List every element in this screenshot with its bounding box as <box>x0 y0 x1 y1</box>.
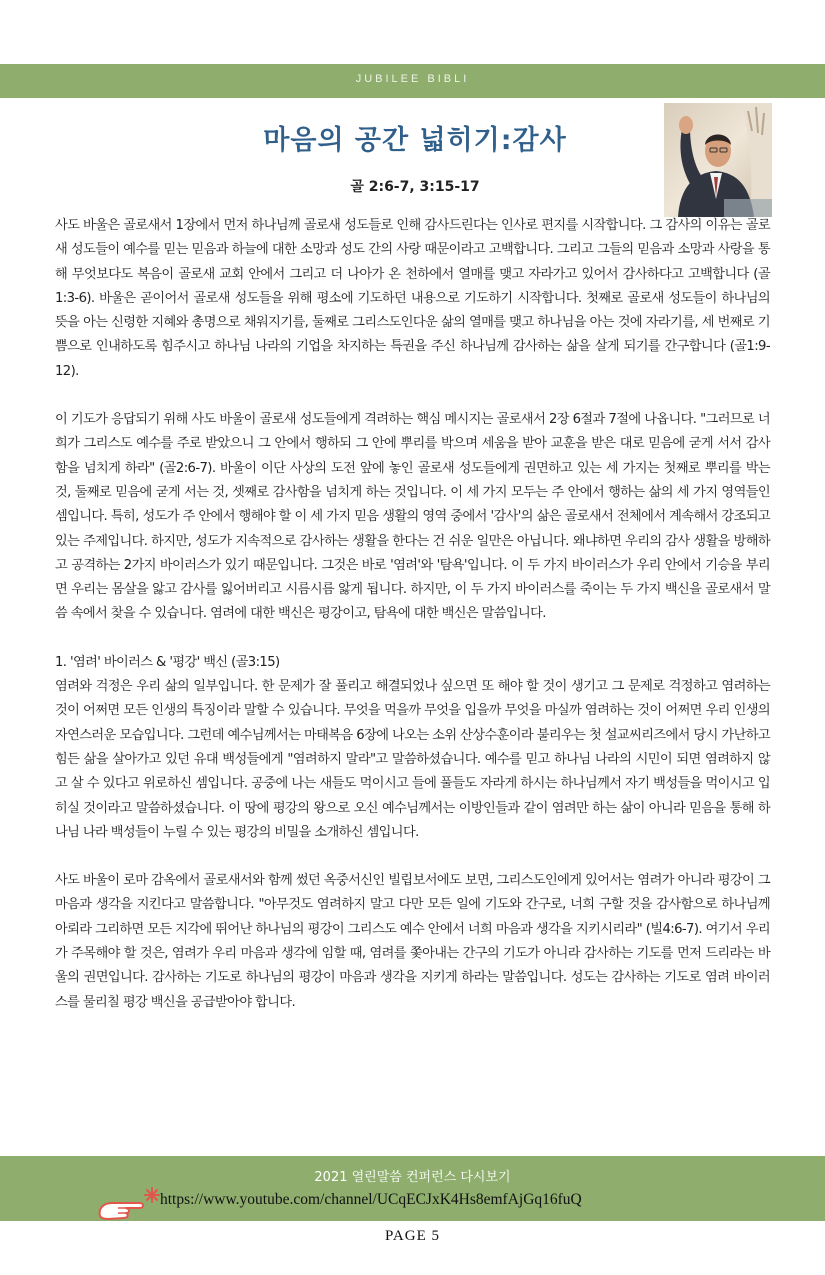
paragraph-worry: 염려와 걱정은 우리 삶의 일부입니다. 한 문제가 잘 풀리고 해결되었나 싶으면 또 해야 할 것이 생기고 그 문제로 걱정하고 염려하는 것이 어쩌면 모든 인생의 특징이라 말할 수 있습니다. 무엇을 먹을까 무엇을 입을까 무엇을 마실까 염려하는 것이 어쩌면 우리 인생의 자연스러운 모습입니다. 그런데 예수님께서는 마태복음 6장에 나오는 소위 산상수훈이라 불리우는 첫 설교씨리즈에서 당시 가난하고 힘든 삶을 살아가고 있던 유대 백성들에게 "염려하지 말라"고 말씀하셨습니다. 예수를 믿고 하나님 나라의 시민이 되면 염려하지 않고 살 수 있다고 위로하신 셈입니다. 공중에 나는 새들도 먹이시고 들에 풀들도 자라게 하시는 하나님께서 자기 백성들을 먹이시고 입히실 것이라고 말씀하셨습니다. 이 땅에 평강의 왕으로 오신 예수님께서는 이방인들과 같이 염려만 하는 삶이 아니라 믿음을 통해 하나님 나라 백성들이 누릴 수 있는 평강의 비밀을 소개하신 셈입니다. <box>55 679 770 840</box>
footer-title: 2021 열린말씀 컨퍼런스 다시보기 <box>314 1170 511 1185</box>
paragraph-peace: 사도 바울이 로마 감옥에서 골로새서와 함께 썼던 옥중서신인 빌립보서에도 보면, 그리스도인에게 있어서는 염려가 아니라 평강이 그 마음과 생각을 지킨다고 말씀합니다. "아무것도 염려하지 말고 다만 모든 일에 기도와 간구로, 너희 구할 것을 감사함으로 하나님께 아뢰라 그리하면 모든 지각에 뛰어난 하나님의 평강이 그리스도 예수 안에서 너희 마음과 생각을 지키시리라" (빌4:6-7). 여기서 우리가 주목해야 할 것은, 염려가 우리 마음과 생각에 임할 때, 염려를 쫓아내는 간구의 기도가 아니라 감사하는 기도를 먼저 드리라는 바울의 권면입니다. 감사하는 기도로 하나님의 평강이 마음과 생각을 지키게 하라는 말씀입니다. 성도는 감사하는 기도로 염려 바이러스를 물리칠 평강 백신을 공급받아야 합니다. <box>55 873 770 1010</box>
speaker-photo <box>664 103 772 217</box>
header-band <box>0 64 825 98</box>
page-number: PAGE 5 <box>384 1228 441 1244</box>
section-heading: 1. '염려' 바이러스 & '평강' 백신 (골3:15) <box>55 654 280 670</box>
sparkle-icon <box>145 1188 159 1202</box>
paragraph-intro: 사도 바울은 골로새서 1장에서 먼저 하나님께 골로새 성도들로 인해 감사드린다는 인사로 편지를 시작합니다. 그 감사의 이유는 골로새 성도들이 예수를 믿는 믿음과 하늘에 대한 소망과 성도 간의 사랑 때문이라고 고백합니다. 그리고 그들의 믿음과 소망과 사랑을 통해 무엇보다도 복음이 골로새 교회 안에서 그리고 더 나아가 온 천하에서 열매를 맺고 자라가고 있어서 감사하다고 고백합니다 (골1:3-6). 바울은 곧이어서 골로새 성도들을 위해 평소에 기도하던 내용으로 기도하기 시작합니다. 첫째로 골로새 성도들이 하나님의 뜻을 아는 신령한 지혜와 총명으로 채워지기를, 둘째로 그리스도인다운 삶의 열매를 맺고 하나님을 아는 것에 자라기를, 세 번째로 기쁨으로 인내하도록 힘주시고 하나님 나라의 기업을 차지하는 특권을 주신 하나님께 감사하는 삶을 살게 되기를 간구합니다 (골1:9-12). <box>55 218 770 379</box>
page-title: 마음의 공간 넓히기:감사 <box>263 125 567 156</box>
scripture-reference: 골 2:6-7, 3:15-17 <box>350 179 480 195</box>
article-body <box>55 214 770 1039</box>
pointing-hand-icon <box>96 1186 162 1222</box>
paragraph-key-message: 이 기도가 응답되기 위해 사도 바울이 골로새 성도들에게 격려하는 핵심 메시지는 골로새서 2장 6절과 7절에 나옵니다. "그러므로 너희가 그리스도 예수를 주로 받았으니 그 안에서 행하되 그 안에 뿌리를 박으며 세움을 받아 교훈을 받은 대로 믿음에 굳게 서서 감사함을 넘치게 하라" (골2:6-7). 바울이 이단 사상의 도전 앞에 놓인 골로새 성도들에게 권면하고 있는 세 가지는 첫째로 뿌리를 박는 것, 둘째로 믿음에 굳게 서는 것, 셋째로 감사함을 넘치게 하는 것입니다. 이 세 가지 모두는 주 안에서 행하는 삶의 세 가지 영역들인 셈입니다. 특히, 성도가 주 안에서 행해야 할 이 세 가지 믿음 생활의 영역 중에서 '감사'의 삶은 골로새서 전체에서 계속해서 강조되고 있는 주제입니다. 하지만, 성도가 지속적으로 감사하는 생활을 한다는 건 쉬운 일만은 아닙니다. 왜냐하면 우리의 감사 생활을 방해하고 공격하는 2가지 바이러스가 있기 때문입니다. 그것은 바로 '염려'와 '탐욕'입니다. 이 두 가지 바이러스가 우리 안에서 기승을 부리면 우리는 몸살을 앓고 감사를 잃어버리고 시름시름 앓게 됩니다. 하지만, 이 두 가지 바이러스를 죽이는 두 가지 백신을 골로새서 말씀 속에서 찾을 수 있습니다. 염려에 대한 백신은 평강이고, 탐욕에 대한 백신은 말씀입니다. <box>55 412 770 622</box>
youtube-link[interactable]: https://www.youtube.com/channel/UCqECJxK4Hs8emfAjGq16fuQ <box>160 1191 582 1208</box>
header-label: JUBILEE BIBLI <box>355 73 470 85</box>
